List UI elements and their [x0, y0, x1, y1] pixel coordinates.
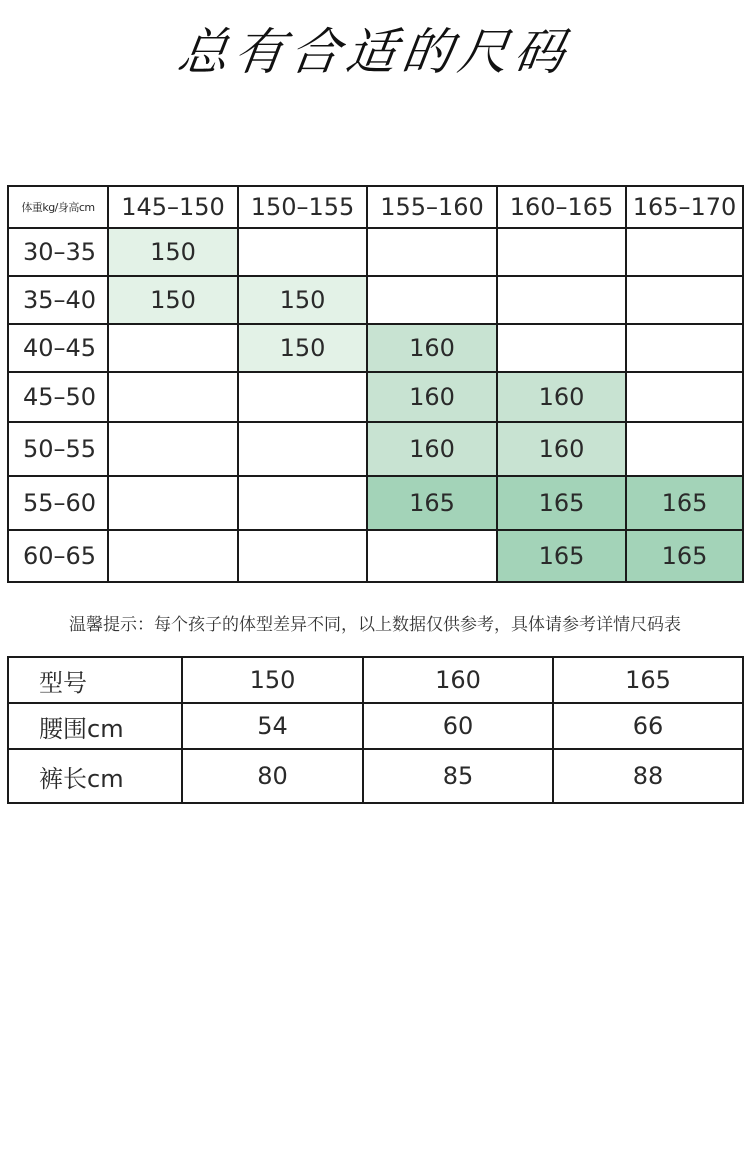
size-cell [367, 276, 497, 324]
row-label: 45–50 [8, 372, 108, 422]
size-cell: 160 [367, 372, 497, 422]
size-cell: 150 [238, 324, 367, 372]
column-header: 160–165 [497, 186, 626, 228]
size-cell [626, 276, 743, 324]
size-cell [238, 530, 367, 582]
table-row [8, 276, 743, 324]
column-header: 150–155 [238, 186, 367, 228]
table-header-row [8, 186, 743, 228]
table-row [8, 372, 743, 422]
corner-label: 体重kg/身高cm [8, 186, 108, 228]
size-cell [367, 228, 497, 276]
size-cell [497, 324, 626, 372]
product-spec-table [7, 656, 744, 804]
size-cell: 165 [367, 476, 497, 530]
size-cell [108, 530, 238, 582]
size-cell [626, 422, 743, 476]
spec-cell: 54 [182, 703, 363, 749]
size-cell [497, 228, 626, 276]
size-cell [626, 324, 743, 372]
spec-cell: 160 [363, 657, 553, 703]
table-row [8, 422, 743, 476]
size-cell: 160 [367, 324, 497, 372]
size-cell: 165 [626, 476, 743, 530]
column-header: 155–160 [367, 186, 497, 228]
size-cell: 160 [367, 422, 497, 476]
table-row [8, 749, 743, 803]
size-cell: 165 [497, 530, 626, 582]
size-cell: 165 [497, 476, 626, 530]
size-cell [497, 276, 626, 324]
table-row [8, 324, 743, 372]
size-cell [626, 228, 743, 276]
spec-cell: 66 [553, 703, 743, 749]
size-cell: 160 [497, 422, 626, 476]
spec-cell: 88 [553, 749, 743, 803]
size-cell: 160 [497, 372, 626, 422]
table-row [8, 476, 743, 530]
size-tip-note: 温馨提示：每个孩子的体型差异不同，以上数据仅供参考，具体请参考详情尺码表 [69, 615, 681, 635]
row-label: 30–35 [8, 228, 108, 276]
size-cell [108, 372, 238, 422]
table-row [8, 228, 743, 276]
spec-cell: 85 [363, 749, 553, 803]
spec-cell: 150 [182, 657, 363, 703]
table-row [8, 703, 743, 749]
size-cell [238, 228, 367, 276]
column-header: 165–170 [626, 186, 743, 228]
size-cell [108, 476, 238, 530]
size-cell [108, 422, 238, 476]
size-cell: 165 [626, 530, 743, 582]
size-cell: 150 [108, 228, 238, 276]
page-title: 总有合适的尺码 [174, 23, 575, 81]
row-label: 55–60 [8, 476, 108, 530]
row-label: 型号 [8, 657, 182, 703]
row-label: 裤长cm [8, 749, 182, 803]
row-label: 腰围cm [8, 703, 182, 749]
size-cell [108, 324, 238, 372]
size-cell [367, 530, 497, 582]
size-recommendation-table [7, 185, 744, 583]
column-header: 145–150 [108, 186, 238, 228]
size-cell [238, 476, 367, 530]
size-cell: 150 [108, 276, 238, 324]
size-cell [626, 372, 743, 422]
row-label: 50–55 [8, 422, 108, 476]
table-row [8, 657, 743, 703]
size-cell [238, 422, 367, 476]
row-label: 60–65 [8, 530, 108, 582]
size-cell: 150 [238, 276, 367, 324]
spec-cell: 165 [553, 657, 743, 703]
row-label: 40–45 [8, 324, 108, 372]
spec-cell: 80 [182, 749, 363, 803]
size-cell [238, 372, 367, 422]
table-row [8, 530, 743, 582]
row-label: 35–40 [8, 276, 108, 324]
spec-cell: 60 [363, 703, 553, 749]
